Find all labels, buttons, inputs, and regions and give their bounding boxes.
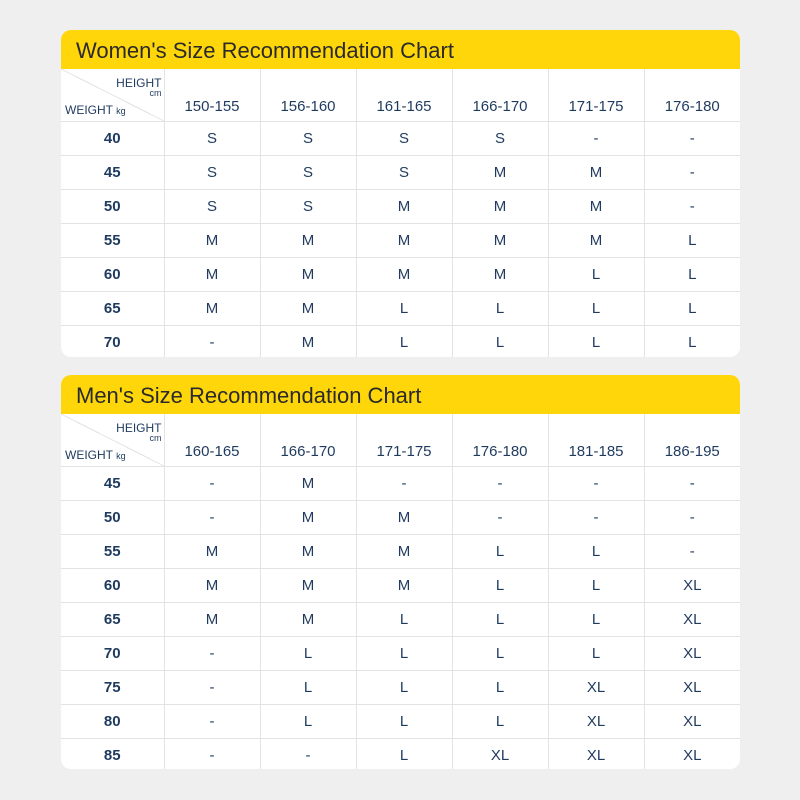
men-size-cell: M (260, 568, 356, 602)
men-size-cell: - (452, 466, 548, 500)
men-size-cell: XL (644, 670, 740, 704)
men-size-cell: XL (644, 568, 740, 602)
men-size-cell: L (356, 738, 452, 769)
women-weight-axis-label: WEIGHT kg (65, 102, 126, 117)
men-table-row (61, 602, 740, 636)
men-height-header: 181-185 (548, 414, 644, 466)
men-table-row (61, 500, 740, 534)
women-size-cell: M (260, 257, 356, 291)
men-height-header: 171-175 (356, 414, 452, 466)
women-size-cell: S (356, 155, 452, 189)
women-size-cell: M (164, 291, 260, 325)
men-size-cell: XL (548, 738, 644, 769)
women-size-cell: S (164, 189, 260, 223)
men-height-header: 160-165 (164, 414, 260, 466)
women-weight-cell: 45 (61, 155, 164, 189)
men-chart-title: Men's Size Recommendation Chart (61, 375, 740, 414)
men-size-cell: M (356, 534, 452, 568)
women-size-cell: S (164, 155, 260, 189)
women-corner-cell (61, 69, 164, 121)
women-height-header: 150-155 (164, 69, 260, 121)
men-size-table (61, 414, 740, 769)
women-size-cell: M (548, 223, 644, 257)
men-size-cell: - (260, 738, 356, 769)
women-weight-cell: 40 (61, 121, 164, 155)
women-table-row (61, 189, 740, 223)
women-size-cell: M (164, 223, 260, 257)
men-table-row (61, 704, 740, 738)
men-size-cell: XL (644, 602, 740, 636)
women-weight-cell: 55 (61, 223, 164, 257)
women-weight-cell: 65 (61, 291, 164, 325)
women-size-chart (61, 30, 740, 357)
men-size-cell: M (356, 500, 452, 534)
men-table-row (61, 636, 740, 670)
men-weight-axis-label: WEIGHT kg (65, 447, 126, 462)
women-weight-cell: 50 (61, 189, 164, 223)
women-size-cell: M (260, 325, 356, 357)
women-table-row (61, 325, 740, 357)
men-size-cell: M (260, 466, 356, 500)
men-weight-cell: 80 (61, 704, 164, 738)
men-size-cell: M (260, 534, 356, 568)
men-size-cell: XL (644, 704, 740, 738)
men-header-row (61, 414, 740, 466)
men-size-cell: M (164, 534, 260, 568)
men-size-cell: - (164, 670, 260, 704)
men-size-cell: L (548, 602, 644, 636)
men-size-cell: - (164, 636, 260, 670)
men-size-cell: M (260, 500, 356, 534)
women-height-header: 161-165 (356, 69, 452, 121)
women-header-row (61, 69, 740, 121)
women-weight-cell: 60 (61, 257, 164, 291)
women-size-cell: - (644, 155, 740, 189)
women-size-cell: L (356, 325, 452, 357)
women-size-cell: L (356, 291, 452, 325)
men-size-cell: L (452, 704, 548, 738)
men-size-cell: - (164, 704, 260, 738)
men-size-cell: M (260, 602, 356, 636)
men-size-cell: XL (548, 704, 644, 738)
women-size-cell: M (260, 223, 356, 257)
men-height-header: 166-170 (260, 414, 356, 466)
men-size-cell: L (356, 704, 452, 738)
men-size-cell: L (260, 636, 356, 670)
men-weight-cell: 50 (61, 500, 164, 534)
men-size-cell: - (644, 466, 740, 500)
women-size-cell: S (164, 121, 260, 155)
men-weight-cell: 75 (61, 670, 164, 704)
men-size-cell: XL (452, 738, 548, 769)
women-size-table (61, 69, 740, 357)
women-size-cell: M (452, 257, 548, 291)
men-size-cell: L (356, 636, 452, 670)
men-size-cell: - (548, 500, 644, 534)
men-weight-cell: 55 (61, 534, 164, 568)
men-size-cell: M (356, 568, 452, 602)
men-size-cell: L (260, 704, 356, 738)
men-table-row (61, 568, 740, 602)
men-weight-cell: 70 (61, 636, 164, 670)
men-size-cell: XL (644, 636, 740, 670)
men-corner-cell (61, 414, 164, 466)
women-size-cell: L (548, 325, 644, 357)
women-table-row (61, 291, 740, 325)
men-size-cell: - (452, 500, 548, 534)
women-size-cell: - (644, 189, 740, 223)
women-table-row (61, 257, 740, 291)
women-height-header: 166-170 (452, 69, 548, 121)
men-size-chart (61, 375, 740, 769)
men-size-cell: M (164, 602, 260, 636)
women-size-cell: L (452, 291, 548, 325)
women-size-cell: S (356, 121, 452, 155)
men-size-cell: L (452, 602, 548, 636)
men-size-cell: - (644, 534, 740, 568)
women-height-header: 171-175 (548, 69, 644, 121)
women-size-cell: M (164, 257, 260, 291)
men-weight-cell: 65 (61, 602, 164, 636)
women-size-cell: L (644, 291, 740, 325)
men-size-cell: L (452, 670, 548, 704)
men-height-header: 176-180 (452, 414, 548, 466)
men-size-cell: L (548, 636, 644, 670)
women-size-cell: M (356, 257, 452, 291)
women-height-header: 176-180 (644, 69, 740, 121)
men-table-row (61, 738, 740, 769)
women-size-cell: L (644, 223, 740, 257)
women-size-cell: M (356, 223, 452, 257)
men-size-cell: L (452, 636, 548, 670)
men-size-cell: - (548, 466, 644, 500)
women-size-cell: S (260, 121, 356, 155)
men-size-cell: L (548, 534, 644, 568)
men-size-cell: L (260, 670, 356, 704)
men-size-cell: M (164, 568, 260, 602)
women-size-cell: S (452, 121, 548, 155)
women-height-axis-label: HEIGHT cm (116, 76, 162, 98)
men-size-cell: - (164, 466, 260, 500)
men-weight-cell: 85 (61, 738, 164, 769)
women-size-cell: M (452, 223, 548, 257)
men-size-cell: L (452, 534, 548, 568)
men-size-cell: - (356, 466, 452, 500)
women-table-row (61, 155, 740, 189)
women-size-cell: S (260, 189, 356, 223)
women-size-cell: - (548, 121, 644, 155)
men-size-cell: L (548, 568, 644, 602)
women-size-cell: M (452, 155, 548, 189)
women-size-cell: M (452, 189, 548, 223)
women-weight-cell: 70 (61, 325, 164, 357)
women-size-cell: L (548, 257, 644, 291)
men-size-cell: - (164, 500, 260, 534)
men-size-cell: XL (644, 738, 740, 769)
women-size-cell: L (452, 325, 548, 357)
men-table-row (61, 466, 740, 500)
women-table-row (61, 223, 740, 257)
men-height-header: 186-195 (644, 414, 740, 466)
women-size-cell: M (260, 291, 356, 325)
men-size-cell: - (164, 738, 260, 769)
men-size-cell: L (356, 602, 452, 636)
men-size-cell: XL (548, 670, 644, 704)
women-size-cell: M (548, 155, 644, 189)
women-table-row (61, 121, 740, 155)
men-size-cell: L (356, 670, 452, 704)
men-size-cell: - (644, 500, 740, 534)
women-size-cell: S (260, 155, 356, 189)
women-size-cell: L (644, 325, 740, 357)
women-size-cell: M (548, 189, 644, 223)
men-table-row (61, 534, 740, 568)
men-height-axis-label: HEIGHT cm (116, 421, 162, 443)
men-weight-cell: 60 (61, 568, 164, 602)
women-size-cell: L (548, 291, 644, 325)
women-size-cell: L (644, 257, 740, 291)
women-height-header: 156-160 (260, 69, 356, 121)
women-size-cell: - (644, 121, 740, 155)
women-size-cell: M (356, 189, 452, 223)
men-table-row (61, 670, 740, 704)
women-chart-title: Women's Size Recommendation Chart (61, 30, 740, 69)
men-size-cell: L (452, 568, 548, 602)
women-size-cell: - (164, 325, 260, 357)
men-weight-cell: 45 (61, 466, 164, 500)
